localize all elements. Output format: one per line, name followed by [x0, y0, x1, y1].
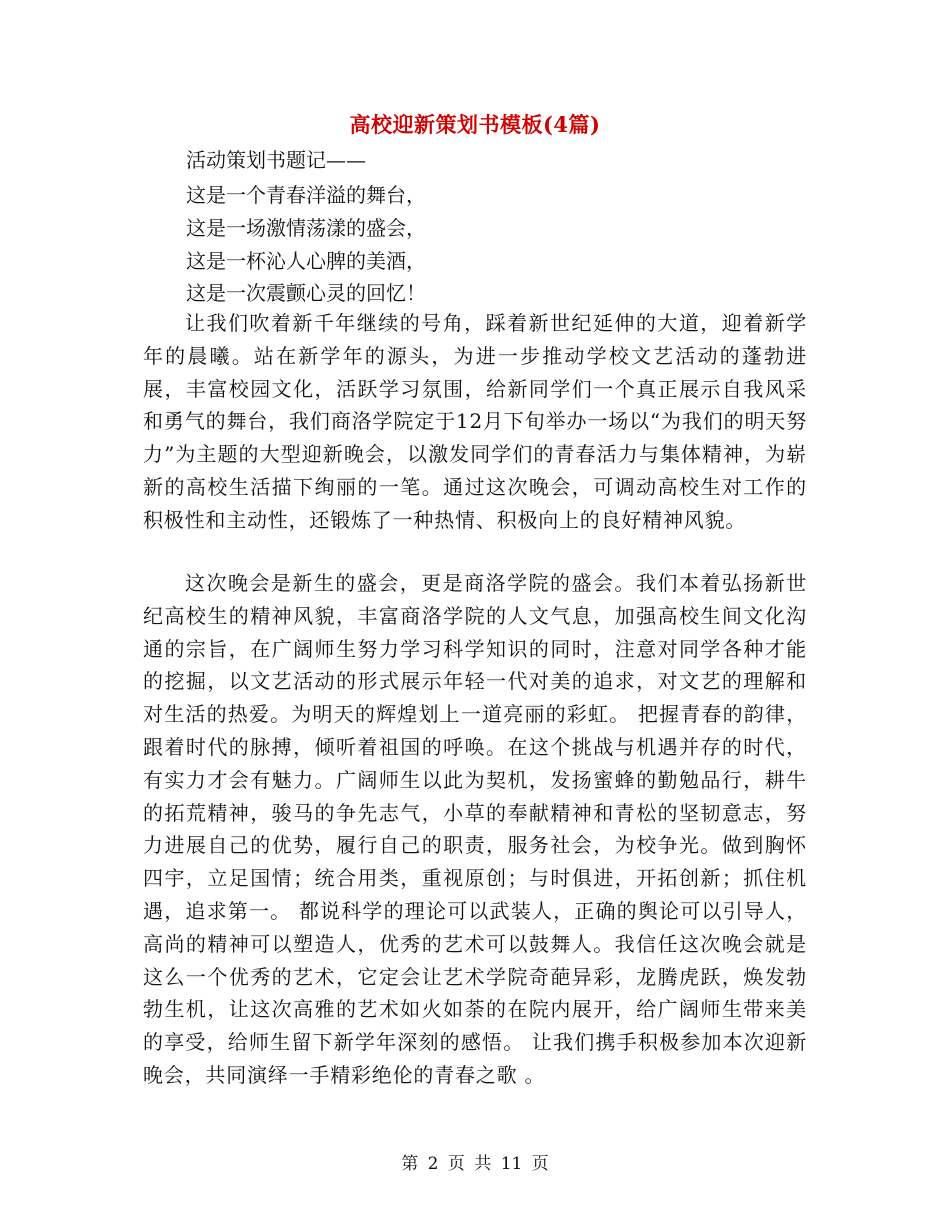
verse-line-1: 这是一个青春洋溢的舞台， [186, 183, 426, 207]
verse-line-2: 这是一场激情荡漾的盛会， [186, 216, 426, 240]
document-title: 高校迎新策划书模板(4篇) [349, 112, 601, 137]
inscription-heading: 活动策划书题记—— [186, 148, 366, 172]
verse-line-3: 这是一杯沁人心脾的美酒， [186, 249, 426, 273]
body-paragraph-1: 让我们吹着新千年继续的号角，踩着新世纪延伸的大道，迎着新学年的晨曦。站在新学年的源头，为进一步推动学校文艺活动的蓬勃进展，丰富校园文化，活跃学习氛围，给新同学们一个真正展示自我风采和勇气的舞台，我们商洛学院定于12月下旬举办一场以“为我们的明天努力”为主题的大型迎新晚会，以激发同学们的青春活力与集体精神，为崭新的高校生活描下绚丽的一笔。通过这次晚会，可调动高校生对工作的积极性和主动性，还锻炼了一种热情、积极向上的良好精神风貌。 [143, 311, 807, 532]
verse-line-4: 这是一次震颤心灵的回忆！ [186, 281, 426, 305]
page-footer: 第 2 页 共 11 页 [401, 1154, 549, 1174]
body-paragraph-2: 这次晚会是新生的盛会，更是商洛学院的盛会。我们本着弘扬新世纪高校生的精神风貌，丰富商洛学院的人文气息，加强高校生间文化沟通的宗旨，在广阔师生努力学习科学知识的同时，注意对同学各种才能的挖掘，以文艺活动的形式展示年轻一代对美的追求，对文艺的理解和对生活的热爱。为明天的辉煌划上一道亮丽的彩虹。 把握青春的韵律，跟着时代的脉搏，倾听着祖国的呼唤。在这个挑战与机遇并存的时代，有实力才会有魅力。广阔师生以此为契机，发扬蜜蜂的勤勉品行，耕牛的拓荒精神，骏马的争先志气，小草的奉献精神和青松的坚韧意志，努力进展自己的优势，履行自己的职责，服务社会，为校争光。做到胸怀四宇，立足国情；统合用类，重视原创；与时俱进，开拓创新；抓住机遇，追求第一。 都说科学的理论可以武装人，正确的舆论可以引导人，高尚的精神可以塑造人，优秀的艺术可以鼓舞人。我信任这次晚会就是这么一个优秀的艺术，它定会让艺术学院奇葩异彩，龙腾虎跃，焕发勃勃生机，让这次高雅的艺术如火如荼的在院内展开，给广阔师生带来美的享受，给师生留下新学年深刻的感悟。 让我们携手积极参加本次迎新晚会，共同演绎一手精彩绝伦的青春之歌 。 [143, 571, 807, 1087]
